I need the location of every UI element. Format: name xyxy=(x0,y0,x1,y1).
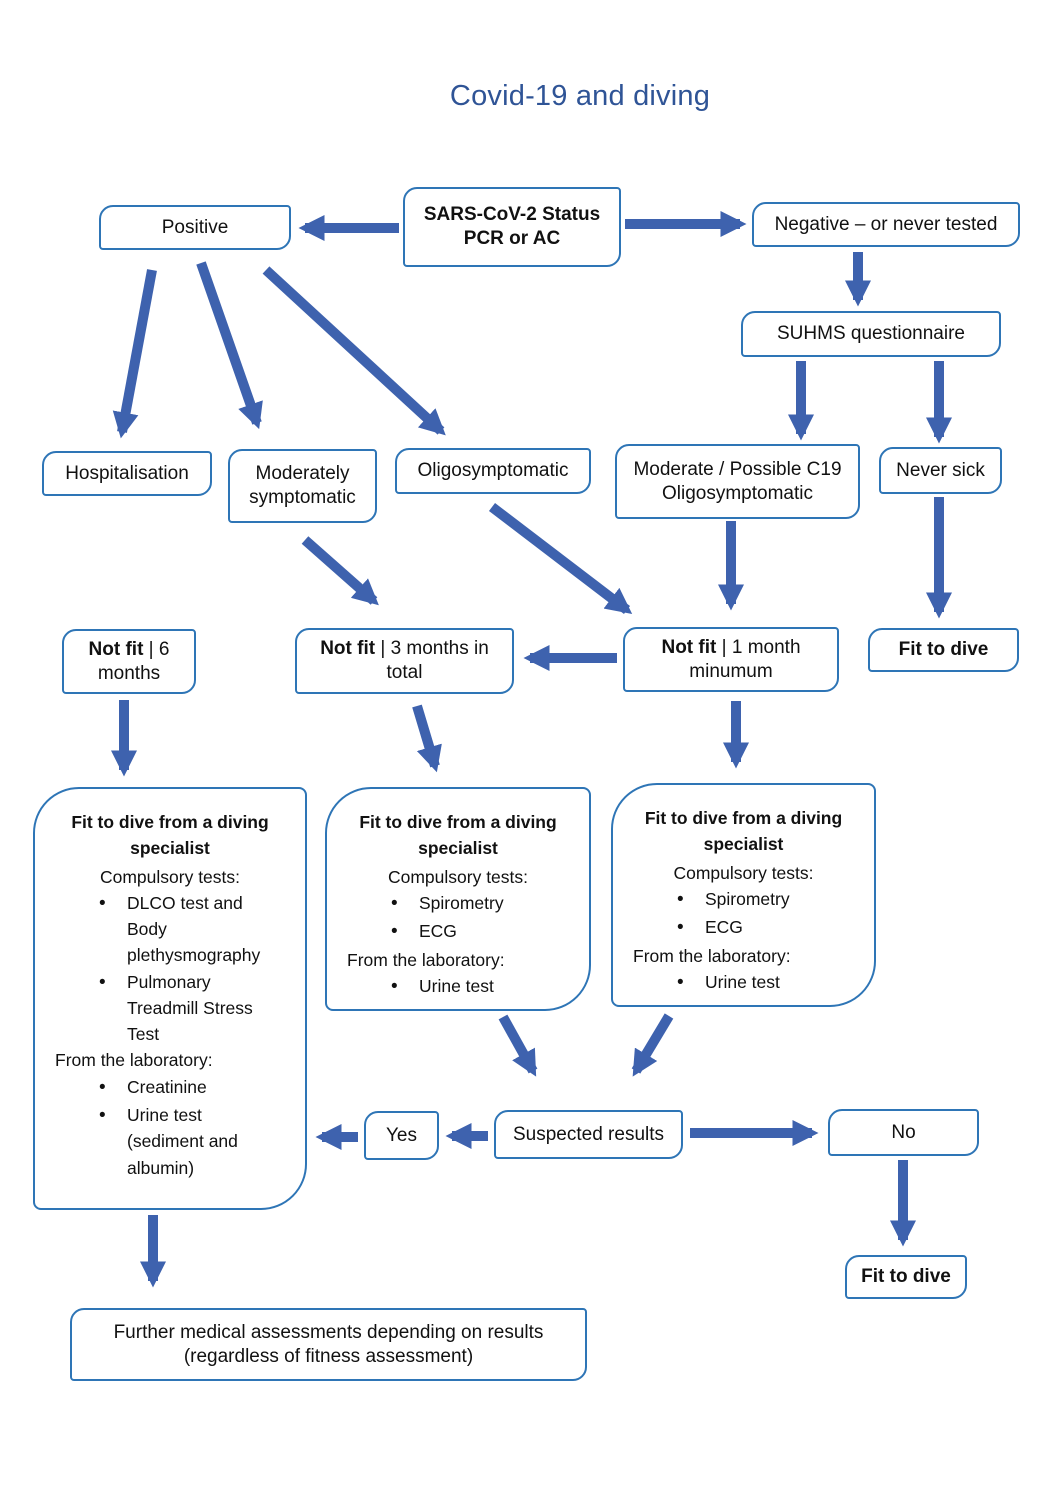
node-specialist-middle xyxy=(325,787,591,1011)
not-fit-6-bold: Not fit xyxy=(88,638,144,660)
list-item-text: • Urine test xyxy=(705,972,780,992)
specialist-left-title: Fit to dive from a diving specialist xyxy=(71,812,269,859)
node-no xyxy=(828,1109,979,1156)
node-further-assessments xyxy=(70,1308,587,1381)
node-not-fit-6-months xyxy=(62,629,196,694)
node-sars-cov-2-status xyxy=(403,187,621,267)
arrow-positive-to-oligo xyxy=(266,270,441,431)
list-item xyxy=(47,890,293,969)
list-item-text: • Spirometry xyxy=(419,892,504,913)
node-fit-to-dive-top xyxy=(868,628,1019,672)
not-fit-3-label xyxy=(303,637,506,685)
specialist-middle-compulsory-label: Compulsory tests: xyxy=(387,866,529,887)
node-negative-or-never-tested xyxy=(752,202,1020,247)
further-line1: Further medical assessments depending on results xyxy=(113,1321,544,1343)
list-item xyxy=(47,969,293,1048)
specialist-middle-title: Fit to dive from a diving specialist xyxy=(359,812,557,859)
moderately-line1: Moderately xyxy=(255,463,350,485)
oligosymptomatic-label: Oligosymptomatic xyxy=(417,460,569,482)
status-line2: PCR or AC xyxy=(463,228,561,249)
node-never-sick xyxy=(879,447,1002,494)
specialist-right-compulsory-label: Compulsory tests: xyxy=(673,862,814,883)
specialist-middle-laboratory-label: From the laboratory: xyxy=(347,949,505,970)
arrow-positive-to-moderately xyxy=(201,263,257,423)
list-item xyxy=(625,886,862,915)
not-fit-1-bold: Not fit xyxy=(661,636,717,658)
node-positive xyxy=(99,205,291,250)
status-line1: SARS-CoV-2 Status xyxy=(423,204,601,226)
node-moderate-possible-c19 xyxy=(615,444,860,519)
fit-to-dive-top-label: Fit to dive xyxy=(898,639,989,661)
fit-to-dive-bottom-label: Fit to dive xyxy=(861,1266,951,1288)
list-item xyxy=(339,973,577,1002)
list-item xyxy=(47,1102,293,1181)
arrow-positive-to-hospitalisation xyxy=(122,270,152,432)
not-fit-3-bold: Not fit xyxy=(320,638,376,660)
moderately-line2: symptomatic xyxy=(249,487,356,508)
moderate-possible-line2: Oligosymptomatic xyxy=(662,482,813,504)
node-oligosymptomatic xyxy=(395,448,591,494)
node-not-fit-3-months xyxy=(295,628,514,694)
arrow-notfit3-to-specialist-middle xyxy=(417,706,435,766)
further-line2: (regardless of fitness assessment) xyxy=(183,1345,474,1367)
node-specialist-right xyxy=(611,783,876,1007)
negative-label: Negative – or never tested xyxy=(774,213,998,235)
list-item xyxy=(625,914,862,943)
list-item xyxy=(47,1074,293,1103)
not-fit-1-rest: | 1 month minumum xyxy=(689,636,801,682)
list-item-text: • Pulmonary Treadmill Stress Test xyxy=(127,971,253,1044)
arrow-specialist-right-to-suspected xyxy=(636,1016,669,1071)
not-fit-3-rest: | 3 months in total xyxy=(375,638,489,683)
list-item xyxy=(339,890,577,919)
suhms-label: SUHMS questionnaire xyxy=(777,323,965,345)
moderate-possible-line1: Moderate / Possible C19 xyxy=(633,458,842,480)
node-specialist-left xyxy=(33,787,307,1210)
list-item xyxy=(339,918,577,947)
suspected-results-label: Suspected results xyxy=(512,1123,665,1145)
list-item-text: • Creatinine xyxy=(127,1076,207,1097)
list-item-text: • ECG xyxy=(419,921,457,942)
node-yes xyxy=(364,1111,439,1160)
node-hospitalisation xyxy=(42,451,212,496)
list-item-text: • Urine test (sediment and albumin) xyxy=(127,1105,238,1178)
positive-label: Positive xyxy=(161,216,229,238)
never-sick-label: Never sick xyxy=(896,459,985,481)
not-fit-1-label xyxy=(631,636,831,684)
hospitalisation-label: Hospitalisation xyxy=(65,462,189,484)
arrow-specialist-middle-to-suspected xyxy=(503,1017,533,1071)
yes-label: Yes xyxy=(386,1124,417,1146)
node-not-fit-1-month xyxy=(623,627,839,692)
specialist-right-laboratory-label: From the laboratory: xyxy=(633,945,791,966)
node-fit-to-dive-bottom xyxy=(845,1255,967,1299)
specialist-left-compulsory-label: Compulsory tests: xyxy=(99,866,241,887)
not-fit-6-rest: | 6 months xyxy=(97,638,170,684)
no-label: No xyxy=(891,1121,916,1143)
list-item xyxy=(625,969,862,998)
node-moderately-symptomatic xyxy=(228,449,377,523)
specialist-left-laboratory-label: From the laboratory: xyxy=(55,1050,213,1071)
list-item-text: • DLCO test and Body plethysmography xyxy=(127,892,261,966)
arrow-oligo-to-notfit1 xyxy=(492,507,627,610)
node-suhms-questionnaire xyxy=(741,311,1001,357)
not-fit-6-label xyxy=(70,638,188,686)
node-suspected-results xyxy=(494,1110,683,1159)
arrow-moderately-to-notfit3 xyxy=(305,540,374,601)
list-item-text: • Urine test xyxy=(419,976,494,996)
list-item-text: • Spirometry xyxy=(705,888,790,909)
page-title: Covid-19 and diving xyxy=(449,80,711,112)
list-item-text: • ECG xyxy=(705,917,743,938)
specialist-right-title: Fit to dive from a diving specialist xyxy=(644,808,843,855)
